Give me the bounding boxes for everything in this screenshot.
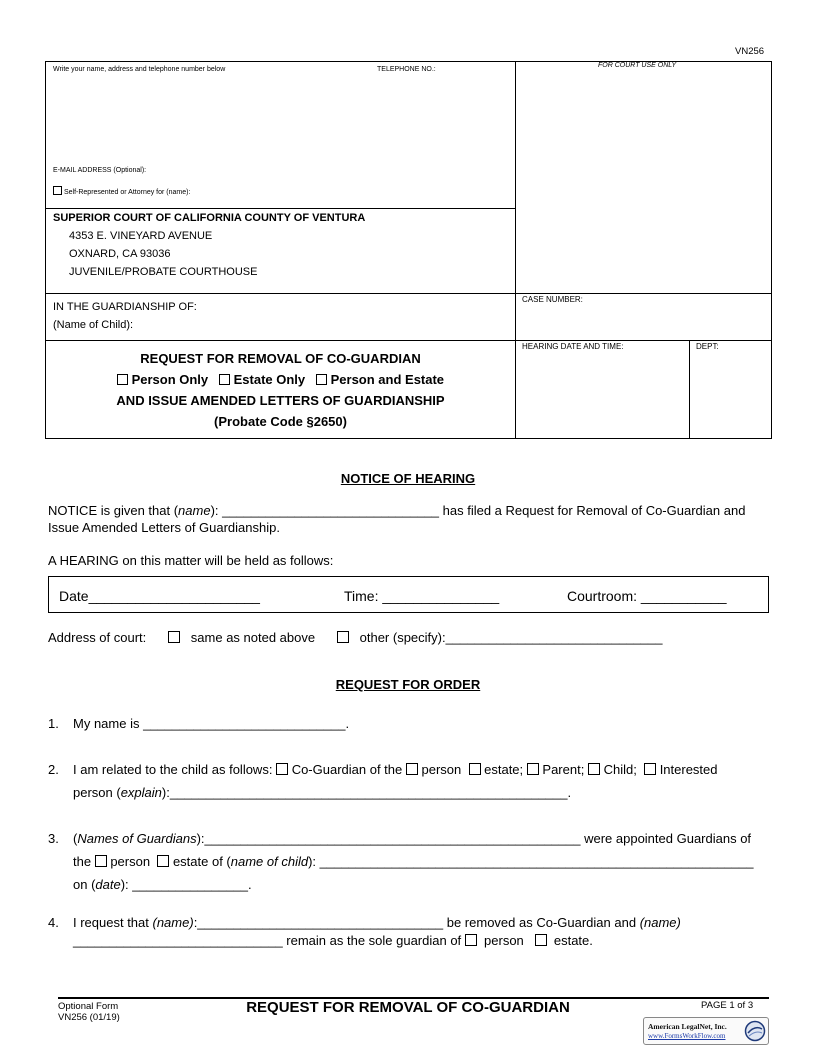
- court-use-label: FOR COURT USE ONLY: [598, 62, 677, 69]
- form-code-top: VN256: [735, 46, 765, 57]
- item-1-number: 1.: [48, 716, 59, 731]
- item-2-number: 2.: [48, 762, 59, 777]
- divider-court: [45, 293, 772, 294]
- request-heading: REQUEST FOR ORDER: [335, 677, 481, 692]
- estate-only-checkbox[interactable]: [219, 374, 230, 385]
- footer-form-code: VN256 (01/19): [58, 1012, 120, 1023]
- interested-checkbox[interactable]: [644, 763, 656, 775]
- divider-attorney: [45, 208, 516, 209]
- item2-estate-checkbox[interactable]: [469, 763, 481, 775]
- item-3-line2: the person estate of (name of child): ____________________________________________________________: [73, 854, 754, 869]
- address-of-court-label: Address of court:: [48, 630, 147, 645]
- coguardian-checkbox[interactable]: [276, 763, 288, 775]
- case-number-label: CASE NUMBER:: [522, 295, 583, 304]
- self-represented-label: Self-Represented or Attorney for (name):: [63, 189, 191, 196]
- hearing-date-field[interactable]: Date______________________: [59, 588, 260, 604]
- self-represented-row: [53, 186, 190, 196]
- item3-person-checkbox[interactable]: [95, 855, 107, 867]
- logo-globe-icon: [744, 1020, 766, 1042]
- item-3-number: 3.: [48, 831, 59, 846]
- self-represented-checkbox[interactable]: [53, 186, 62, 195]
- item-4-line2: _____________________________ remain as the sole guardian of person estate.: [73, 933, 593, 948]
- other-address-checkbox[interactable]: [337, 631, 349, 643]
- parent-checkbox[interactable]: [527, 763, 539, 775]
- item-3-line3: on (date): ________________.: [73, 877, 252, 892]
- dept-label: DEPT:: [696, 342, 719, 351]
- person-only-checkbox[interactable]: [117, 374, 128, 385]
- court-city: OXNARD, CA 93036: [69, 248, 171, 260]
- telephone-label: TELEPHONE NO.:: [377, 66, 436, 73]
- title-line-4: (Probate Code §2650): [214, 414, 347, 429]
- divider-guardianship: [45, 340, 772, 341]
- item-1-text: My name is ____________________________.: [73, 716, 350, 731]
- court-name: SUPERIOR COURT OF CALIFORNIA COUNTY OF VENTURA: [53, 212, 366, 224]
- footer-page-number: PAGE 1 of 3: [701, 1000, 754, 1011]
- guardianship-label: IN THE GUARDIANSHIP OF:: [53, 301, 197, 313]
- title-options-row: [46, 372, 515, 387]
- title-line-3: AND ISSUE AMENDED LETTERS OF GUARDIANSHIP: [116, 393, 445, 408]
- item-3-line1: (Names of Guardians):____________________________________________________ were appointed Guardians of: [73, 831, 752, 846]
- logo-company: American LegalNet, Inc.: [648, 1022, 727, 1031]
- notice-paragraph-line1: NOTICE is given that (name): ______________________________ has filed a Request for Removal of Co-Guardian and: [48, 503, 746, 518]
- form-title: REQUEST FOR REMOVAL OF CO-GUARDIAN: [140, 351, 421, 366]
- child-name-label: (Name of Child):: [53, 319, 134, 331]
- item-2-line1: I am related to the child as follows: Co-Guardian of the person estate; Parent; Child; Interested: [73, 762, 718, 777]
- footer-optional-form: Optional Form: [58, 1001, 119, 1012]
- person-and-estate-label: Person and Estate: [330, 372, 445, 387]
- other-address-label: other (specify):______________________________: [359, 630, 663, 645]
- item-2-line2: person (explain):_______________________________________________________.: [73, 785, 572, 800]
- child-checkbox[interactable]: [588, 763, 600, 775]
- publisher-logo: [643, 1017, 769, 1045]
- item4-person-checkbox[interactable]: [465, 934, 477, 946]
- hearing-intro: A HEARING on this matter will be held as follows:: [48, 553, 334, 568]
- name-address-label: Write your name, address and telephone number below: [53, 66, 226, 73]
- estate-only-label: Estate Only: [233, 372, 306, 387]
- caption-vertical-divider: [515, 61, 516, 439]
- court-street: 4353 E. VINEYARD AVENUE: [69, 230, 213, 242]
- email-label: E-MAIL ADDRESS (Optional):: [53, 167, 147, 174]
- same-address-label: same as noted above: [190, 630, 316, 645]
- dept-divider: [689, 340, 690, 439]
- person-and-estate-checkbox[interactable]: [316, 374, 327, 385]
- notice-paragraph-line2: Issue Amended Letters of Guardianship.: [48, 520, 280, 535]
- notice-heading: NOTICE OF HEARING: [340, 471, 476, 486]
- item-4-line1: I request that (name):__________________________________ be removed as Co-Guardian and (name): [73, 915, 681, 930]
- footer-title: REQUEST FOR REMOVAL OF CO-GUARDIAN: [246, 999, 570, 1016]
- item4-estate-checkbox[interactable]: [535, 934, 547, 946]
- item-4-number: 4.: [48, 915, 59, 930]
- hearing-date-label: HEARING DATE AND TIME:: [522, 342, 624, 351]
- item3-estate-checkbox[interactable]: [157, 855, 169, 867]
- person-only-label: Person Only: [131, 372, 209, 387]
- address-of-court-row: [48, 630, 663, 645]
- hearing-time-field[interactable]: Time: _______________: [344, 588, 500, 604]
- same-address-checkbox[interactable]: [168, 631, 180, 643]
- logo-url[interactable]: www.FormsWorkFlow.com: [648, 1032, 726, 1040]
- court-building: JUVENILE/PROBATE COURTHOUSE: [69, 266, 258, 278]
- hearing-courtroom-field[interactable]: Courtroom: ___________: [567, 588, 727, 604]
- item2-person-checkbox[interactable]: [406, 763, 418, 775]
